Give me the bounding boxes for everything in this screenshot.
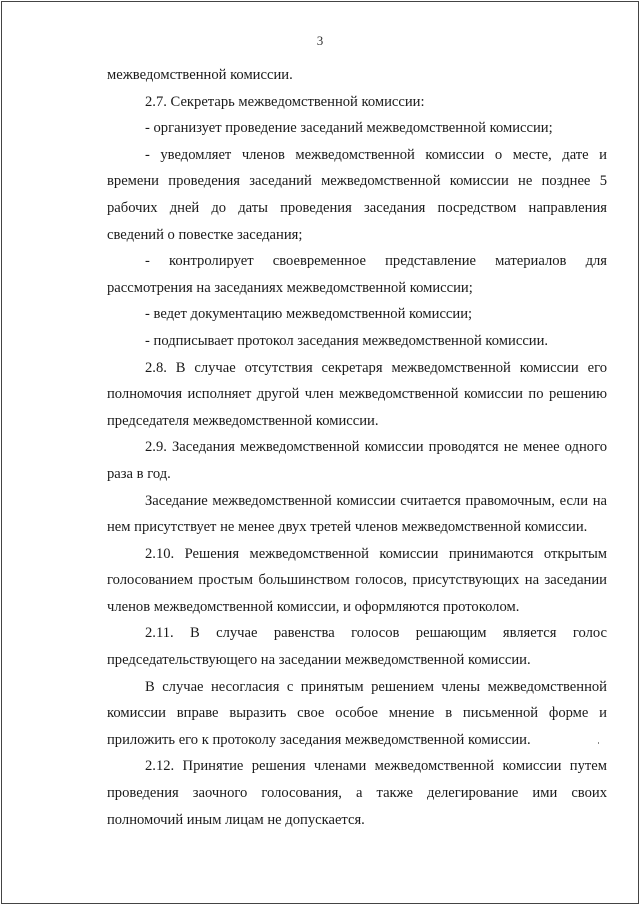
- paragraph-2-7: 2.7. Секретарь межведомственной комиссии:: [145, 93, 425, 110]
- list-item-notifies: - уведомляет членов межведомственной комиссии о месте, дате и времени проведения заседаний межведомственной комиссии не позднее 5 рабочих дней до даты проведения заседания посредством направления сведений о повестке заседания;: [107, 146, 607, 243]
- paragraph-2-11: 2.11. В случае равенства голосов решающим является голос председательствующего на заседании межведомственной комиссии.: [107, 625, 607, 669]
- list-item-signs: - подписывает протокол заседания межведомственной комиссии.: [145, 332, 549, 349]
- paragraph-2-8: 2.8. В случае отсутствия секретаря межведомственной комиссии его полномочия исполняет другой член межведомственной комиссии по решению председателя межведомственной комиссии.: [107, 359, 607, 429]
- scan-speck: [598, 742, 599, 744]
- list-item-documentation: - ведет документацию межведомственной комиссии;: [145, 306, 473, 323]
- paragraph-2-9: 2.9. Заседания межведомственной комиссии проводятся не менее одного раза в год.: [107, 439, 607, 482]
- document-body: [107, 62, 607, 833]
- paragraph-2-12: 2.12. Принятие решения членами межведомственной комиссии путем проведения заочного голосования, а также делегирование ими своих полномочий иным лицам не допускается.: [107, 758, 607, 828]
- paragraph-dissent: В случае несогласия с принятым решением члены межведомственной комиссии вправе выразить свое особое мнение в письменной форме и приложить его к протоколу заседания межведомственной комиссии.: [107, 678, 607, 748]
- paragraph-2-10: 2.10. Решения межведомственной комиссии принимаются открытым голосованием простым большинством голосов, присутствующих на заседании членов межведомственной комиссии, и оформляются протоколом.: [107, 545, 607, 615]
- page-number: 3: [316, 33, 324, 48]
- paragraph-continuation: межведомственной комиссии.: [107, 67, 293, 83]
- list-item-organizes: - организует проведение заседаний межведомственной комиссии;: [145, 120, 553, 137]
- paragraph-quorum: Заседание межведомственной комиссии считается правомочным, если на нем присутствует не менее двух третей членов межведомственной комиссии.: [107, 492, 607, 536]
- list-item-controls: - контролирует своевременное представление материалов для рассмотрения на заседаниях межведомственной комиссии;: [107, 253, 607, 296]
